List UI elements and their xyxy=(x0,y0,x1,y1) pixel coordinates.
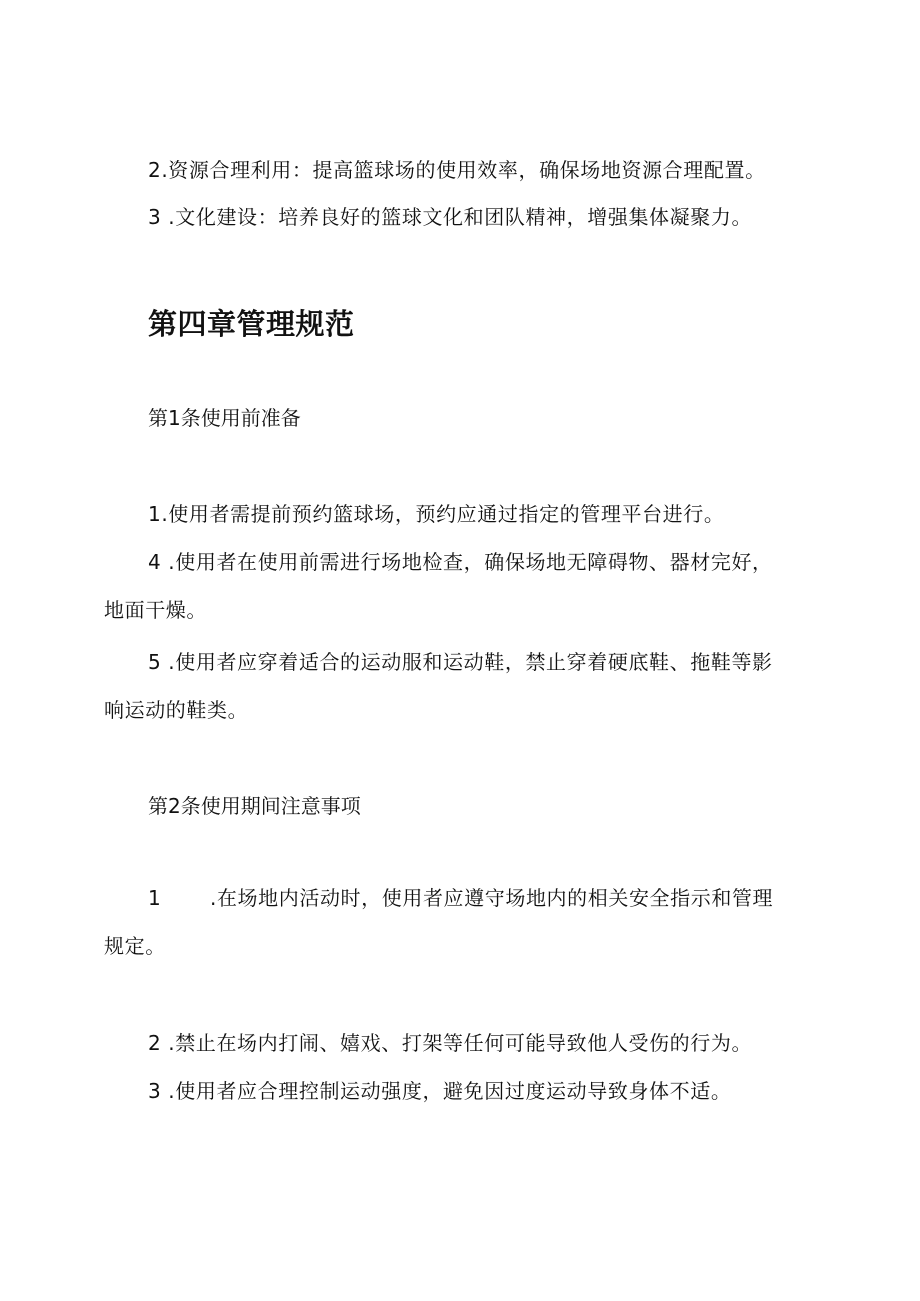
article-2-title: 第2条使用期间注意事项 xyxy=(148,794,361,818)
paragraph-sportswear-line2: 响运动的鞋类。 xyxy=(104,698,249,722)
paragraph-reservation: 1.使用者需提前预约篮球场，预约应通过指定的管理平台进行。 xyxy=(148,502,725,526)
paragraph-resource-use: 2.资源合理利用：提高篮球场的使用效率，确保场地资源合理配置。 xyxy=(148,158,766,182)
paragraph-sportswear-line1: 5 .使用者应穿着适合的运动服和运动鞋，禁止穿着硬底鞋、拖鞋等影 xyxy=(148,650,773,674)
chapter-title: 第四章管理规范 xyxy=(148,307,355,341)
paragraph-site-check-line2: 地面干燥。 xyxy=(104,598,207,622)
paragraph-no-horseplay: 2 .禁止在场内打闹、嬉戏、打架等任何可能导致他人受伤的行为。 xyxy=(148,1031,753,1055)
list-number: 1 xyxy=(148,886,162,910)
paragraph-exercise-intensity: 3 .使用者应合理控制运动强度，避免因过度运动导致身体不适。 xyxy=(148,1079,732,1103)
article-1-title: 第1条使用前准备 xyxy=(148,406,301,430)
paragraph-safety-text: .在场地内活动时，使用者应遵守场地内的相关安全指示和管理 xyxy=(210,886,774,910)
paragraph-culture-building: 3 .文化建设：培养良好的篮球文化和团队精神，增强集体凝聚力。 xyxy=(148,205,753,229)
paragraph-safety-line2: 规定。 xyxy=(104,934,166,958)
paragraph-safety-line1 xyxy=(148,884,773,912)
paragraph-site-check-line1: 4 .使用者在使用前需进行场地检查，确保场地无障碍物、器材完好， xyxy=(148,550,773,574)
